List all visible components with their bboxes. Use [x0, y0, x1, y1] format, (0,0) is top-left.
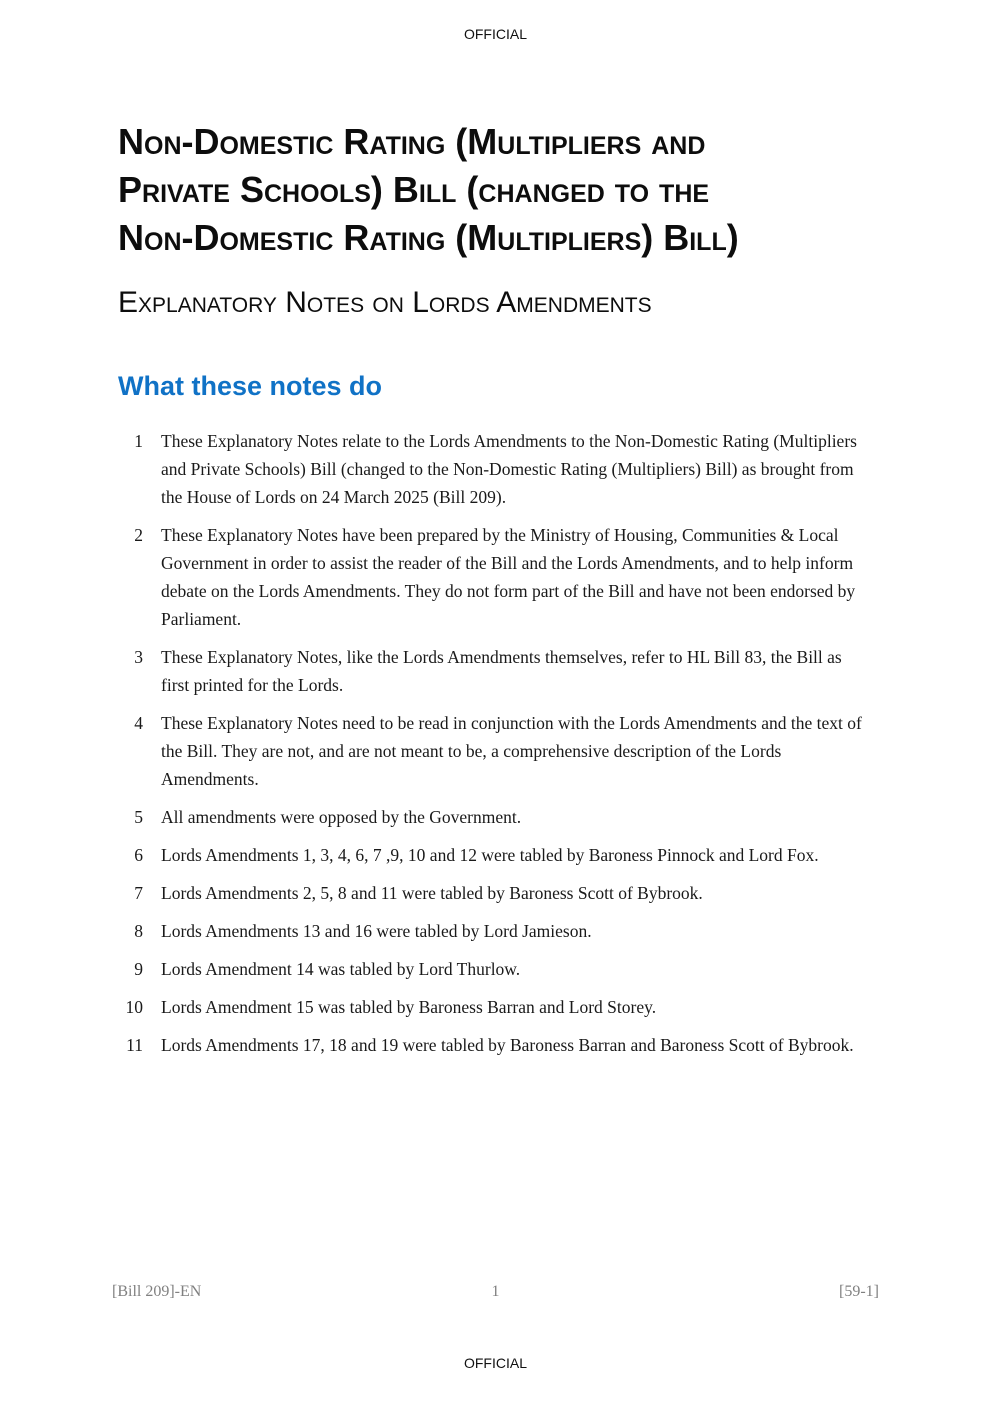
paragraph-text: These Explanatory Notes need to be read in conjunction with the Lords Amendments and the text of the Bill. They are not, and are not meant to be, a comprehensive description of the Lords Amendments.	[161, 713, 862, 789]
paragraph-number: 10	[125, 997, 143, 1017]
footer-page-number: 1	[491, 1283, 500, 1300]
paragraph-number: 6	[134, 845, 143, 865]
document-subtitle: Explanatory Notes on Lords Amendments	[118, 286, 652, 319]
footer-bill-reference: [Bill 209]-EN	[112, 1283, 202, 1300]
paragraph-text: These Explanatory Notes have been prepared by the Ministry of Housing, Communities & Local Government in order to assist the reader of the Bill and the Lords Amendments, and to help inform debate on the Lords Amendments. They do not form part of the Bill and have not been endorsed by Parliament.	[161, 525, 856, 629]
section-heading: What these notes do	[118, 371, 383, 401]
paragraph-text: These Explanatory Notes relate to the Lords Amendments to the Non-Domestic Rating (Multipliers and Private Schools) Bill (changed to the Non-Domestic Rating (Multipliers) Bill) as brought from the House of Lords on 24 March 2025 (Bill 209).	[161, 431, 857, 507]
paragraph-item	[118, 917, 870, 945]
paragraph-number: 11	[126, 1035, 143, 1055]
paragraph-text: Lords Amendment 15 was tabled by Baroness Barran and Lord Storey.	[161, 997, 657, 1017]
bill-title-line-1: Non-Domestic Rating (Multipliers and	[118, 121, 706, 162]
paragraph-text: Lords Amendments 2, 5, 8 and 11 were tabled by Baroness Scott of Bybrook.	[161, 883, 703, 903]
paragraph-number: 7	[134, 883, 143, 903]
paragraph-number: 3	[134, 647, 143, 667]
paragraph-item	[118, 879, 870, 907]
paragraph-text: All amendments were opposed by the Government.	[161, 807, 522, 827]
paragraph-item	[118, 521, 870, 633]
paragraph-number: 1	[134, 431, 143, 451]
paragraph-text: Lords Amendments 17, 18 and 19 were tabled by Baroness Barran and Baroness Scott of Bybrook.	[161, 1035, 854, 1055]
paragraph-number: 9	[134, 959, 143, 979]
paragraph-item	[118, 993, 870, 1021]
paragraph-text: These Explanatory Notes, like the Lords Amendments themselves, refer to HL Bill 83, the Bill as first printed for the Lords.	[161, 647, 842, 695]
paragraph-text: Lords Amendments 13 and 16 were tabled by Lord Jamieson.	[161, 921, 592, 941]
paragraph-text: Lords Amendment 14 was tabled by Lord Thurlow.	[161, 959, 521, 979]
footer-session-reference: [59-1]	[839, 1283, 879, 1300]
paragraph-item	[118, 955, 870, 983]
bill-title	[118, 118, 870, 262]
paragraph-item	[118, 841, 870, 869]
paragraph-item	[118, 643, 870, 699]
paragraph-item	[118, 803, 870, 831]
paragraph-text: Lords Amendments 1, 3, 4, 6, 7 ,9, 10 and 12 were tabled by Baroness Pinnock and Lord Fox.	[161, 845, 819, 865]
paragraph-number: 2	[134, 525, 143, 545]
classification-footer: OFFICIAL	[463, 1355, 527, 1371]
paragraph-number: 5	[134, 807, 143, 827]
paragraph-item	[118, 1031, 870, 1059]
bill-title-line-2: Private Schools) Bill (changed to the	[118, 169, 710, 210]
paragraph-list	[118, 427, 870, 1059]
bill-title-line-3: Non-Domestic Rating (Multipliers) Bill)	[118, 217, 739, 258]
paragraph-item	[118, 427, 870, 511]
paragraph-number: 4	[134, 713, 143, 733]
page-footer	[0, 1283, 991, 1301]
paragraph-item	[118, 709, 870, 793]
paragraph-number: 8	[134, 921, 143, 941]
classification-header: OFFICIAL	[463, 26, 527, 42]
